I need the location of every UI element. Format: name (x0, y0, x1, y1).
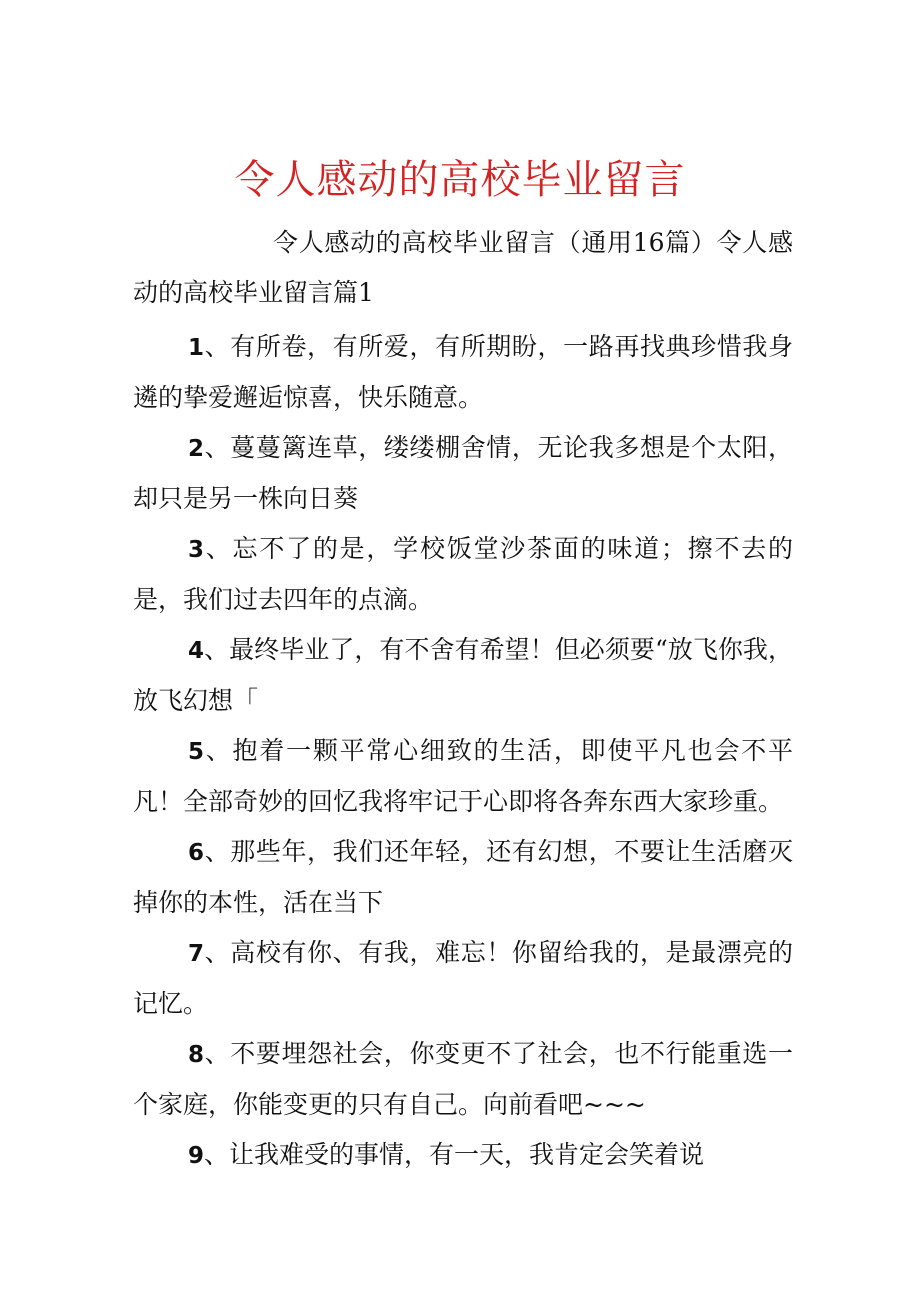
item-text: 、最终毕业了，有不舍有希望！但必须要“放飞你我，放飞幻想「 (133, 635, 793, 715)
item-number: 7 (188, 941, 205, 967)
item-number: 6 (188, 840, 205, 866)
item-text: 、忘不了的是，学校饭堂沙茶面的味道；擦不去的是，我们过去四年的点滴。 (133, 534, 793, 614)
item-text: 、那些年，我们还年轻，还有幻想，不要让生活磨灭掉你的本性，活在当下 (133, 837, 793, 917)
list-item (133, 928, 793, 1029)
list-item (133, 1130, 793, 1181)
document-body (133, 218, 793, 1181)
item-number: 1 (188, 335, 205, 361)
item-text: 、抱着一颗平常心细致的生活，即使平凡也会不平凡！全部奇妙的回忆我将牢记于心即将各奔东西大家珍重。 (133, 736, 793, 816)
item-number: 9 (188, 1143, 205, 1169)
item-text: 、不要埋怨社会，你变更不了社会，也不行能重选一个家庭，你能变更的只有自己。向前看吧~~~ (133, 1039, 793, 1119)
item-number: 3 (188, 537, 205, 563)
list-item (133, 322, 793, 423)
list-item (133, 625, 793, 726)
document-title: 令人感动的高校毕业留言 (234, 157, 686, 203)
item-number: 2 (188, 436, 205, 462)
list-item (133, 827, 793, 928)
item-text: 、有所卷，有所爱，有所期盼，一路再找典珍惜我身遴的挚爱邂逅惊喜，快乐随意。 (133, 332, 793, 412)
item-number: 8 (188, 1042, 205, 1068)
list-item (133, 423, 793, 524)
item-text: 、蔓蔓篱连草，缕缕棚舍情，无论我多想是个太阳，却只是另一株向日葵 (133, 433, 793, 513)
list-item (133, 726, 793, 827)
item-text: 、高校有你、有我，难忘！你留给我的，是最漂亮的记忆。 (133, 938, 793, 1018)
list-item (133, 524, 793, 625)
item-number: 4 (188, 638, 205, 664)
item-text: 、让我难受的事情，有一天，我肯定会笑着说 (204, 1140, 705, 1169)
list-item (133, 1029, 793, 1130)
item-number: 5 (188, 739, 205, 765)
intro-paragraph: 令人感动的高校毕业留言（通用16篇）令人感动的高校毕业留言篇1 (133, 228, 793, 307)
